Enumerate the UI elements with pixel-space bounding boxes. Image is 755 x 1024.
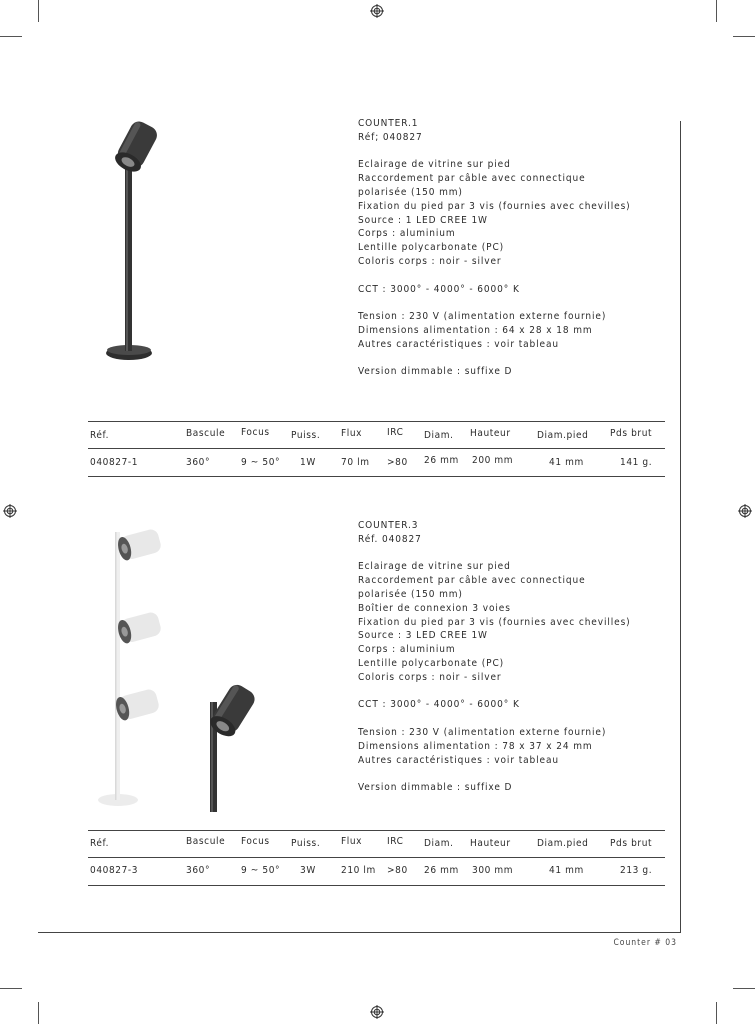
description-line: Eclairage de vitrine sur pied [358,159,511,171]
crop-mark [0,988,22,989]
crop-mark [38,1002,39,1024]
cell-diam-pied: 41 mm [549,865,584,876]
col-header-diam: Diam. [424,430,454,441]
col-header-flux: Flux [341,836,363,847]
description-line: Lentille polycarbonate (PC) [358,242,505,254]
page-border-bottom [38,932,681,933]
col-header-diam: Diam. [424,838,454,849]
col-header-hauteur: Hauteur [470,428,511,439]
col-header-diam-pied: Diam.pied [537,430,589,441]
counter-3-product-image [94,522,274,812]
crop-mark [38,0,39,22]
cell-hauteur: 300 mm [472,865,514,876]
cell-puiss: 3W [300,865,316,876]
cell-hauteur: 200 mm [472,455,514,466]
col-header-hauteur: Hauteur [470,838,511,849]
cell-diam-pied: 41 mm [549,457,584,468]
description-line: Dimensions alimentation : 64 x 28 x 18 mm [358,324,593,336]
description-line: Source : 1 LED CREE 1W [358,214,488,226]
description-line: Eclairage de vitrine sur pied [358,561,511,573]
table-rule [88,476,665,477]
col-header-diam-pied: Diam.pied [537,838,589,849]
description-line: Raccordement par câble avec connectique [358,575,586,587]
col-header-bascule: Bascule [186,836,226,847]
registration-mark-icon [738,504,752,518]
description-line: Fixation du pied par 3 vis (fournies avec chevilles) [358,616,631,628]
description-line: Source : 3 LED CREE 1W [358,630,488,642]
description-line: Lentille polycarbonate (PC) [358,657,505,669]
registration-mark-icon [3,504,17,518]
product-title: COUNTER.3 [358,520,419,531]
counter-3-description-block [358,519,631,795]
registration-mark-icon [370,4,384,18]
description-line: CCT : 3000° - 4000° - 6000° K [358,699,520,711]
description-line: Version dimmable : suffixe D [358,782,513,794]
crop-mark [733,36,755,37]
cell-bascule: 360° [186,457,211,468]
crop-mark [716,1002,717,1024]
col-header-pds-brut: Pds brut [610,838,653,849]
table-rule [88,830,665,831]
cell-diam: 26 mm [424,865,459,876]
counter-1-description-block [358,117,631,379]
product-ref: Réf; 040827 [358,131,423,143]
cell-flux: 70 lm [341,457,370,468]
cell-bascule: 360° [186,865,211,876]
col-header-pds-brut: Pds brut [610,428,653,439]
description-line: Fixation du pied par 3 vis (fournies avec chevilles) [358,200,631,212]
description-line: Corps : aluminium [358,228,456,240]
cell-pds-brut: 141 g. [620,457,653,468]
crop-mark [733,988,755,989]
crop-mark [0,36,22,37]
col-header-puiss: Puiss. [291,838,321,849]
col-header-focus: Focus [241,427,270,438]
description-line: Autres caractéristiques : voir tableau [358,338,559,350]
product-title: COUNTER.1 [358,118,419,129]
col-header-ref: Réf. [90,430,110,441]
col-header-flux: Flux [341,428,363,439]
page-footer: Counter # 03 [613,938,677,948]
cell-irc: >80 [387,865,408,876]
description-line: polarisée (150 mm) [358,588,463,600]
table-rule [88,448,665,449]
col-header-puiss: Puiss. [291,430,321,441]
description-line: Corps : aluminium [358,644,456,656]
cell-diam: 26 mm [424,455,459,466]
table-rule [88,857,665,858]
page-border-right [680,121,681,932]
col-header-bascule: Bascule [186,428,226,439]
counter-1-product-image [100,118,180,363]
cell-pds-brut: 213 g. [620,865,653,876]
col-header-irc: IRC [387,427,404,438]
col-header-focus: Focus [241,836,270,847]
col-header-irc: IRC [387,836,404,847]
registration-mark-icon [370,1005,384,1019]
product-ref: Réf. 040827 [358,533,422,545]
table-rule [88,885,665,886]
description-line: CCT : 3000° - 4000° - 6000° K [358,283,520,295]
cell-focus: 9 ~ 50° [241,865,281,876]
cell-ref: 040827-1 [90,457,139,468]
description-line: Coloris corps : noir - silver [358,255,502,267]
description-line: Boîtier de connexion 3 voies [358,602,511,614]
description-line: Raccordement par câble avec connectique [358,173,586,185]
cell-focus: 9 ~ 50° [241,457,281,468]
col-header-ref: Réf. [90,838,110,849]
cell-flux: 210 lm [341,865,376,876]
description-line: Tension : 230 V (alimentation externe fournie) [358,311,607,323]
description-line: Coloris corps : noir - silver [358,671,502,683]
table-rule [88,421,665,422]
cell-irc: >80 [387,457,408,468]
cell-puiss: 1W [300,457,316,468]
description-line: polarisée (150 mm) [358,186,463,198]
cell-ref: 040827-3 [90,865,139,876]
description-line: Dimensions alimentation : 78 x 37 x 24 mm [358,740,593,752]
description-line: Tension : 230 V (alimentation externe fournie) [358,726,607,738]
crop-mark [716,0,717,22]
description-line: Version dimmable : suffixe D [358,366,513,378]
description-line: Autres caractéristiques : voir tableau [358,754,559,766]
